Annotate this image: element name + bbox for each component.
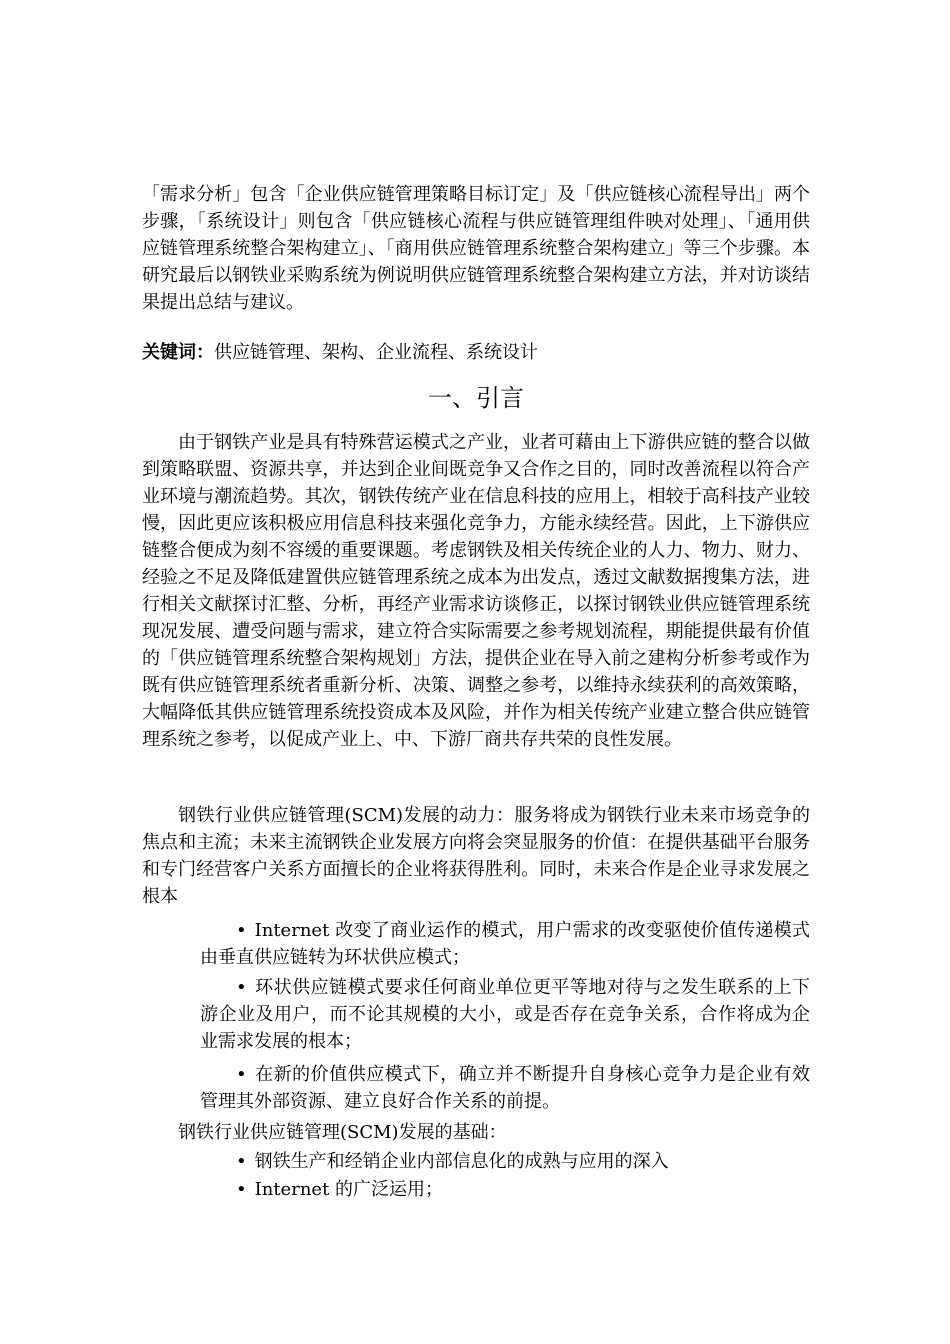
list-item-text: 在新的价值供应模式下，确立并不断提升自身核心竞争力是企业有效管理其外部资源、建立良好合作关系的前提。 [200, 1064, 810, 1112]
list-item-text: 钢铁生产和经销企业内部信息化的成熟与应用的深入 [254, 1151, 669, 1172]
bullet-marker: • [236, 1064, 247, 1085]
list-item-text: Internet 改变了商业运作的模式，用户需求的改变驱使价值传递模式由垂直供应链转为环状供应模式； [200, 920, 810, 968]
bullet-marker: • [236, 920, 247, 941]
list-item [200, 974, 810, 1055]
keywords-line [142, 339, 810, 366]
bullet-marker: • [236, 1179, 247, 1200]
scm-basis-heading: 钢铁行业供应链管理(SCM)发展的基础： [178, 1122, 507, 1143]
keywords-value: 供应链管理、架构、企业流程、系统设计 [214, 342, 538, 363]
list-item [236, 1148, 810, 1175]
intro-paragraph: 由于钢铁产业是具有特殊营运模式之产业，业者可藉由上下游供应链的整合以做到策略联盟、资源共享，并达到企业间既竞争又合作之目的，同时改善流程以符合产业环境与潮流趋势。其次，钢铁传统产业在信息科技的应用上，相较于高科技产业较慢，因此更应该积极应用信息科技来强化竞争力，方能永续经营。因此，上下游供应链整合便成为刻不容缓的重要课题。考虑钢铁及相关传统企业的人力、物力、财力、经验之不足及降低建置供应链管理系统之成本为出发点，透过文献数据搜集方法，进行相关文献探讨汇整、分析，再经产业需求访谈修正，以探讨钢铁业供应链管理系统现况发展、遭受问题与需求，建立符合实际需要之参考规划流程，期能提供最有价值的「供应链管理系统整合架构规划」方法，提供企业在导入前之建构分析参考或作为既有供应链管理系统者重新分析、决策、调整之参考，以维持永续获利的高效策略，大幅降低其供应链管理系统投资成本及风险，并作为相关传统产业建立整合供应链管理系统之参考，以促成产业上、中、下游厂商共存共荣的良性发展。 [142, 432, 810, 750]
section-title: 一、引言 [428, 384, 524, 412]
keywords-label: 关键词： [142, 342, 214, 363]
bullet-marker: • [236, 977, 247, 998]
scm-driver-paragraph: 钢铁行业供应链管理(SCM)发展的动力：服务将成为钢铁行业未来市场竞争的焦点和主流；未来主流钢铁企业发展方向将会突显服务的价值：在提供基础平台服务和专门经营客户关系方面擅长的企业将获得胜利。同时，未来合作是企业寻求发展之根本 [142, 805, 810, 907]
list-item [200, 1061, 810, 1115]
list-item-text: 环状供应链模式要求任何商业单位更平等地对待与之发生联系的上下游企业及用户，而不论其规模的大小，或是否存在竞争关系，合作将成为企业需求发展的根本； [200, 977, 810, 1052]
list-item-text: Internet 的广泛运用； [254, 1179, 444, 1200]
abstract-paragraph: 「需求分析」包含「企业供应链管理策略目标订定」及「供应链核心流程导出」两个步骤，「系统设计」则包含「供应链核心流程与供应链管理组件映对处理」、「通用供应链管理系统整合架构建立」、「商用供应链管理系统整合架构建立」等三个步骤。本研究最后以钢铁业采购系统为例说明供应链管理系统整合架构建立方法，并对访谈结果提出总结与建议。 [142, 184, 810, 313]
list-item [200, 917, 810, 971]
list-item [236, 1176, 810, 1203]
bullet-marker: • [236, 1151, 247, 1172]
